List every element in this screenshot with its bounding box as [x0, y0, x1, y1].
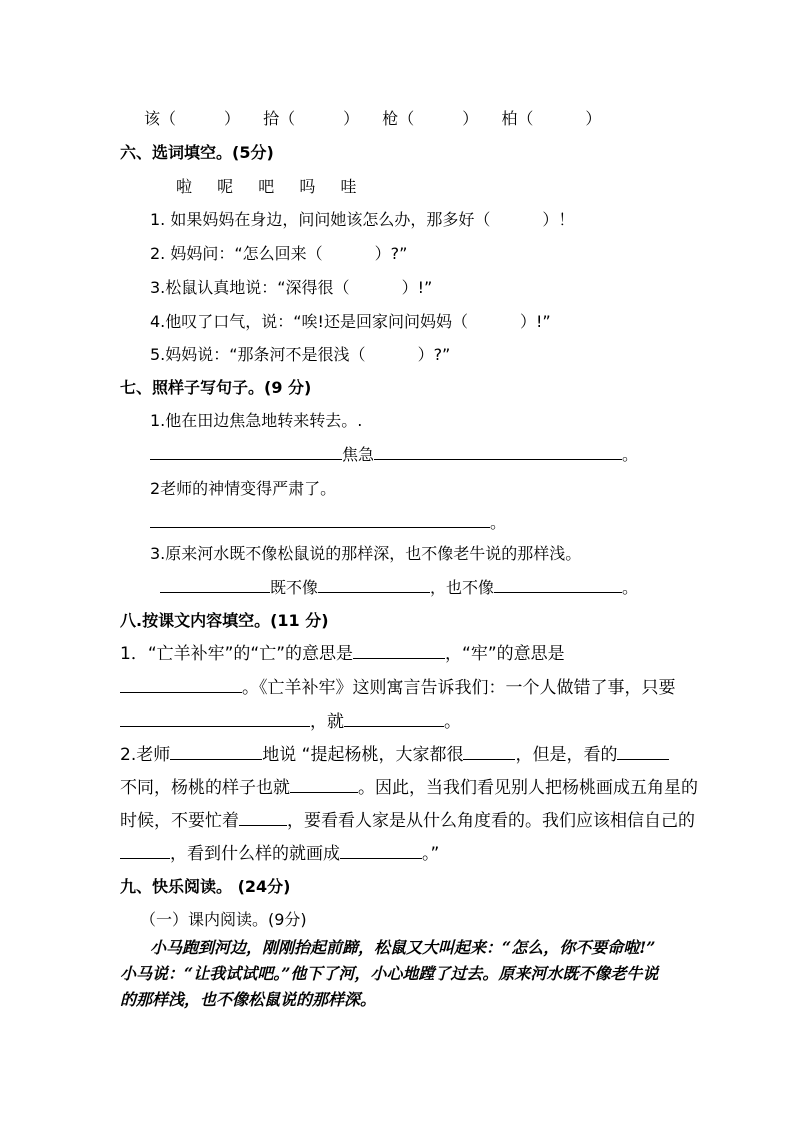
- section-7-title: 七、照样子写句子。(9 分): [120, 378, 312, 397]
- blank[interactable]: [463, 744, 515, 760]
- example-7-2: 2老师的神情变得严肃了。: [150, 479, 337, 498]
- blank[interactable]: [318, 577, 430, 593]
- blank[interactable]: [494, 577, 622, 593]
- bracket-item: 拾（ ）: [263, 109, 360, 128]
- blank[interactable]: [239, 810, 287, 826]
- blank[interactable]: [290, 777, 358, 793]
- answer-line-7-1: 焦急 。: [150, 444, 638, 466]
- answer-line-7-2: 。: [150, 512, 506, 534]
- fill-8-line-3: ，就 。: [120, 711, 461, 733]
- word-bracket-row: [144, 108, 601, 130]
- bracket-item: 枪（ ）: [382, 109, 479, 128]
- fill-8-line-5: 不同，杨桃的样子也就 。因此，当我们看见别人把杨桃画成五角星的: [120, 778, 698, 798]
- fill-8-line-7: ，看到什么样的就画成 。”: [120, 843, 439, 865]
- example-7-3: 3.原来河水既不像松鼠说的那样深，也不像老牛说的那样浅。: [150, 544, 582, 563]
- fill-8-line-1: 1．“亡羊补牢”的“亡”的意思是 ，“牢”的意思是: [120, 644, 565, 664]
- section-6-title: 六、选词填空。(5分): [120, 143, 274, 162]
- choice-word: 吧: [258, 177, 275, 196]
- blank[interactable]: [170, 744, 262, 760]
- blank[interactable]: [150, 512, 490, 528]
- question-6-5: 5.妈妈说：“那条河不是很浅（ ）?”: [150, 345, 451, 364]
- blank[interactable]: [353, 643, 445, 659]
- blank[interactable]: [340, 843, 422, 859]
- section-8-title: 八.按课文内容填空。(11 分): [120, 611, 329, 630]
- blank[interactable]: [120, 677, 242, 693]
- blank[interactable]: [120, 843, 170, 859]
- choice-word: 呢: [217, 177, 234, 196]
- fill-8-line-4: 2.老师 地说 “提起杨桃，大家都很 ，但是，看的: [120, 744, 669, 766]
- question-6-2: 2. 妈妈问：“怎么回来（ ）?”: [150, 244, 408, 263]
- question-6-4: 4.他叹了口气，说：“唉!还是回家问问妈妈（ ）!”: [150, 312, 551, 331]
- choice-word: 哇: [340, 177, 357, 196]
- choice-word: 吗: [299, 177, 316, 196]
- reading-passage-line: 的那样浅，也不像松鼠说的那样深。: [120, 990, 377, 1009]
- blank[interactable]: [160, 577, 270, 593]
- example-7-1: 1.他在田边焦急地转来转去。.: [150, 411, 363, 430]
- blank[interactable]: [150, 444, 342, 460]
- section-9-subtitle: （一）课内阅读。(9分): [140, 910, 307, 929]
- answer-line-7-3: 既不像 ，也不像 。: [160, 577, 638, 599]
- fill-8-line-2: 。《亡羊补牢》这则寓言告诉我们：一个人做错了事，只要: [120, 677, 676, 699]
- blank[interactable]: [374, 444, 622, 460]
- bracket-item: 柏（ ）: [501, 109, 602, 128]
- fill-8-line-6: 时候，不要忙着 ，要看看人家是从什么角度看的。我们应该相信自己的: [120, 811, 695, 831]
- choice-word: 啦: [176, 177, 193, 196]
- word-choices: [176, 176, 356, 198]
- reading-passage-line: 小马跑到河边，刚刚抬起前蹄，松鼠又大叫起来：“怎么，你不要命啦!”: [150, 938, 656, 957]
- blank[interactable]: [120, 711, 310, 727]
- question-6-3: 3.松鼠认真地说：“深得很（ ）!”: [150, 278, 433, 297]
- reading-passage-line: 小马说：“让我试试吧。”他下了河，小心地蹚了过去。原来河水既不像老牛说: [120, 964, 659, 983]
- section-9-title: 九、快乐阅读。 (24分): [120, 877, 291, 896]
- blank[interactable]: [617, 744, 669, 760]
- blank[interactable]: [344, 711, 444, 727]
- bracket-item: 该（ ）: [144, 109, 241, 128]
- question-6-1: 1. 如果妈妈在身边，问问她该怎么办，那多好（ ）！: [150, 210, 575, 229]
